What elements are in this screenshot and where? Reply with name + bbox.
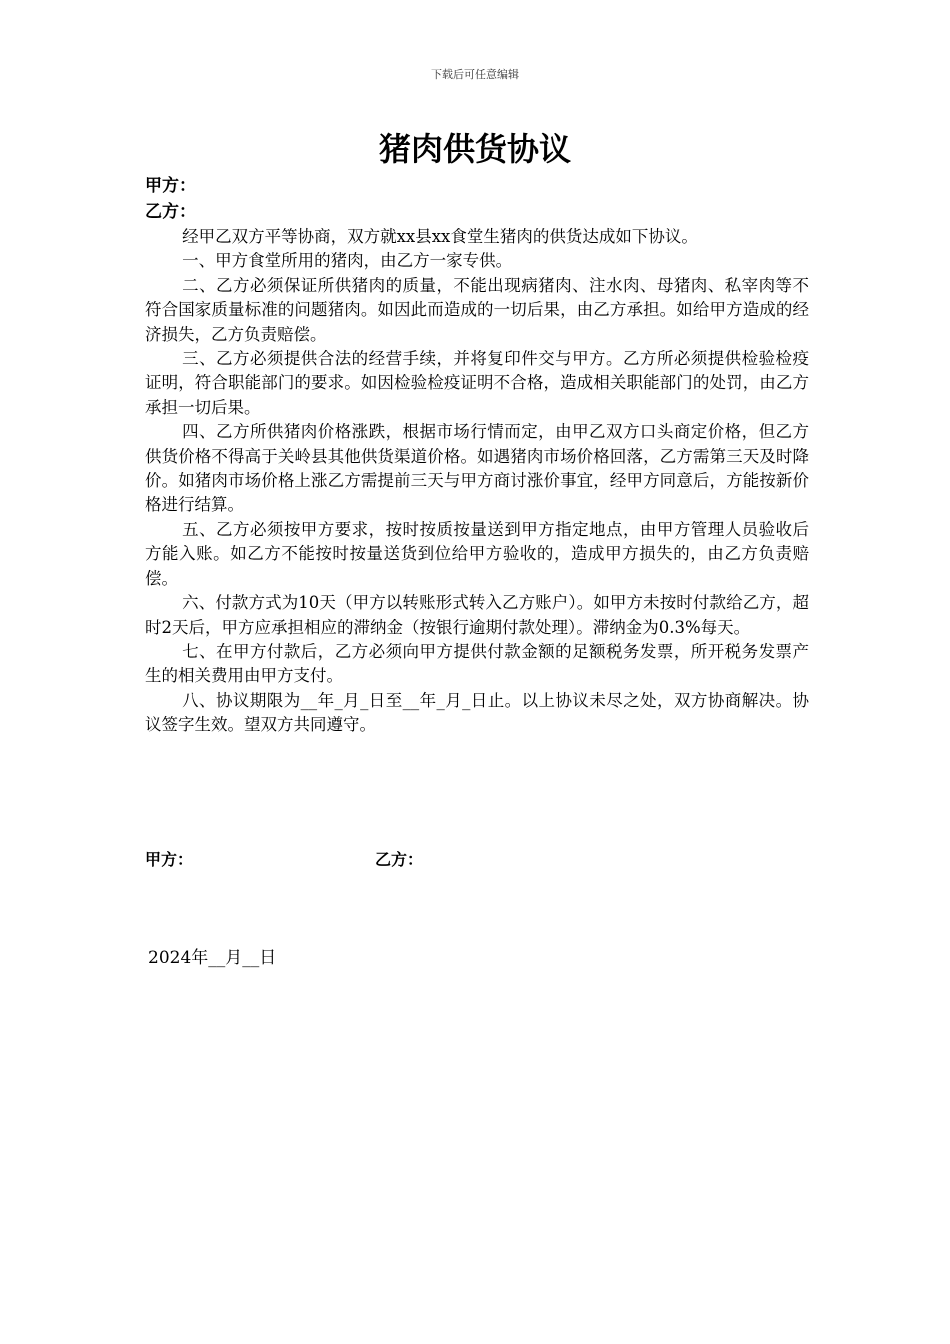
- header-note: 下载后可任意编辑: [431, 68, 519, 81]
- clause-2: 二、乙方必须保证所供猪肉的质量，不能出现病猪肉、注水肉、母猪肉、私宰肉等不符合国家质量标准的问题猪肉。如因此而造成的一切后果，由乙方承担。如给甲方造成的经济损失，乙方负责赔偿。: [145, 275, 809, 344]
- clause-1: 一、甲方食堂所用的猪肉，由乙方一家专供。: [182, 251, 513, 271]
- clause-5: 五、乙方必须按甲方要求，按时按质按量送到甲方指定地点，由甲方管理人员验收后方能入账。如乙方不能按时按量送货到位给甲方验收的，造成甲方损失的，由乙方负责赔偿。: [145, 519, 809, 588]
- clause-8: 八、协议期限为__年_月_日至__年_月_日止。以上协议未尽之处，双方协商解决。协议签字生效。望双方共同遵守。: [145, 690, 809, 735]
- signature-party-b: 乙方：: [375, 850, 424, 869]
- party-b-label: 乙方：: [145, 202, 196, 222]
- intro-paragraph: 经甲乙双方平等协商，双方就xx县xx食堂生猪肉的供货达成如下协议。: [182, 227, 698, 246]
- signature-party-a: 甲方：: [145, 850, 194, 869]
- clause-3: 三、乙方必须提供合法的经营手续，并将复印件交与甲方。乙方所必须提供检验检疫证明，符合职能部门的要求。如因检验检疫证明不合格，造成相关职能部门的处罚，由乙方承担一切后果。: [145, 349, 809, 417]
- party-a-label: 甲方：: [145, 176, 196, 196]
- clause-4: 四、乙方所供猪肉价格涨跌，根据市场行情而定，由甲乙双方口头商定价格，但乙方供货价格不得高于关岭县其他供货渠道价格。如遇猪肉市场价格回落，乙方需第三天及时降价。如猪肉市场价格上涨乙方需提前三天与甲方商讨涨价事宜，经甲方同意后，方能按新价格进行结算。: [145, 422, 809, 515]
- clause-7: 七、在甲方付款后，乙方必须向甲方提供付款金额的足额税务发票，所开税务发票产生的相关费用由甲方支付。: [145, 641, 809, 686]
- clause-6: 六、付款方式为10天（甲方以转账形式转入乙方账户）。如甲方未按时付款给乙方，超时2天后，甲方应承担相应的滞纳金（按银行逾期付款处理）。滞纳金为0.3%每天。: [145, 593, 809, 637]
- agreement-body: [145, 225, 809, 738]
- document-title: 猪肉供货协议: [378, 130, 571, 168]
- signing-date: 2024年__月__日: [148, 948, 277, 968]
